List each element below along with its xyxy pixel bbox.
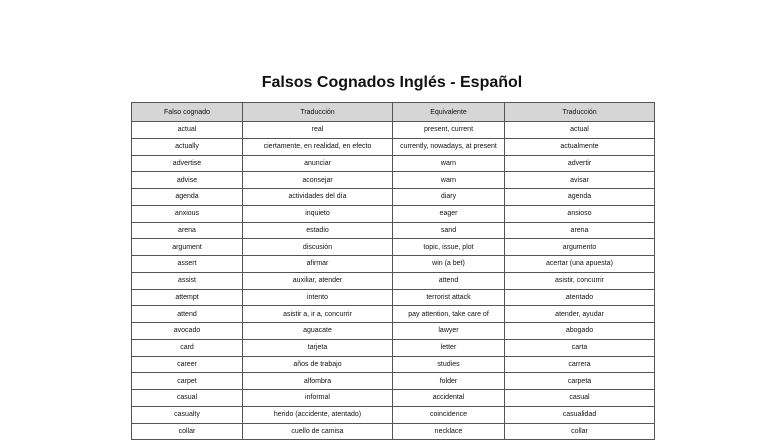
table-row — [132, 222, 655, 239]
cell-translation: intento — [243, 289, 393, 306]
cell-equivalent-translation: argumento — [505, 239, 655, 256]
cell-equivalent: topic, issue, plot — [393, 239, 505, 256]
cell-equivalent-translation: avisar — [505, 172, 655, 189]
cell-translation: alfombra — [243, 373, 393, 390]
cell-equivalent-translation: carrera — [505, 356, 655, 373]
cell-equivalent: letter — [393, 339, 505, 356]
table-header-row — [132, 103, 655, 122]
false-cognates-table — [131, 102, 655, 440]
cell-equivalent-translation: casualidad — [505, 406, 655, 423]
cell-false-cognate: advise — [132, 172, 243, 189]
cell-equivalent-translation: atender, ayudar — [505, 306, 655, 323]
cell-equivalent: folder — [393, 373, 505, 390]
cell-equivalent: coincidence — [393, 406, 505, 423]
table-row — [132, 122, 655, 139]
cell-false-cognate: carpet — [132, 373, 243, 390]
table-row — [132, 189, 655, 206]
cell-false-cognate: anxious — [132, 205, 243, 222]
column-header-equivalent-translation: Traducción — [505, 103, 655, 122]
table-row — [132, 289, 655, 306]
cell-equivalent: currently, nowadays, at present — [393, 138, 505, 155]
cell-false-cognate: avocado — [132, 323, 243, 340]
cell-false-cognate: actually — [132, 138, 243, 155]
cell-equivalent: pay attention, take care of — [393, 306, 505, 323]
column-header-false-cognate: Falso cognado — [132, 103, 243, 122]
table-row — [132, 390, 655, 407]
table-row — [132, 205, 655, 222]
document-title: Falsos Cognados Inglés - Español — [261, 74, 523, 91]
cell-translation: aconsejar — [243, 172, 393, 189]
cell-false-cognate: actual — [132, 122, 243, 139]
cell-false-cognate: argument — [132, 239, 243, 256]
cell-equivalent-translation: asistir, concurrir — [505, 272, 655, 289]
cell-equivalent: attend — [393, 272, 505, 289]
column-header-equivalent: Equivalente — [393, 103, 505, 122]
cell-equivalent-translation: arena — [505, 222, 655, 239]
cell-equivalent-translation: advertir — [505, 155, 655, 172]
cell-equivalent: diary — [393, 189, 505, 206]
table-body — [132, 122, 655, 440]
table-row — [132, 172, 655, 189]
cell-equivalent-translation: abogado — [505, 323, 655, 340]
cell-translation: aguacate — [243, 323, 393, 340]
cell-translation: años de trabajo — [243, 356, 393, 373]
cell-equivalent: studies — [393, 356, 505, 373]
cell-equivalent-translation: acertar (una apuesta) — [505, 256, 655, 273]
cell-false-cognate: attend — [132, 306, 243, 323]
cell-false-cognate: agenda — [132, 189, 243, 206]
cell-equivalent: win (a bet) — [393, 256, 505, 273]
cell-equivalent: warn — [393, 155, 505, 172]
cell-false-cognate: casualty — [132, 406, 243, 423]
cell-equivalent-translation: carta — [505, 339, 655, 356]
cell-equivalent: accidental — [393, 390, 505, 407]
cell-equivalent: sand — [393, 222, 505, 239]
cell-translation: herido (accidente, atentado) — [243, 406, 393, 423]
table-row — [132, 423, 655, 440]
cell-equivalent-translation: actualmente — [505, 138, 655, 155]
cell-translation: cuello de camisa — [243, 423, 393, 440]
table-row — [132, 239, 655, 256]
table-row — [132, 373, 655, 390]
cell-translation: asistir a, ir a, concurrir — [243, 306, 393, 323]
table-row — [132, 356, 655, 373]
cell-equivalent-translation: actual — [505, 122, 655, 139]
cell-equivalent: necklace — [393, 423, 505, 440]
cell-equivalent-translation: ansioso — [505, 205, 655, 222]
cell-false-cognate: collar — [132, 423, 243, 440]
cell-translation: tarjeta — [243, 339, 393, 356]
cell-false-cognate: assert — [132, 256, 243, 273]
cell-translation: actividades del día — [243, 189, 393, 206]
cell-equivalent-translation: carpeta — [505, 373, 655, 390]
cell-false-cognate: attempt — [132, 289, 243, 306]
cell-equivalent: terrorist attack — [393, 289, 505, 306]
cell-translation: real — [243, 122, 393, 139]
cell-equivalent: lawyer — [393, 323, 505, 340]
table-row — [132, 272, 655, 289]
cell-false-cognate: casual — [132, 390, 243, 407]
cell-equivalent: eager — [393, 205, 505, 222]
cell-translation: informal — [243, 390, 393, 407]
cell-translation: discusión — [243, 239, 393, 256]
table-row — [132, 339, 655, 356]
table-row — [132, 323, 655, 340]
cell-translation: afirmar — [243, 256, 393, 273]
table-row — [132, 306, 655, 323]
column-header-translation: Traducción — [243, 103, 393, 122]
table-row — [132, 155, 655, 172]
cell-false-cognate: advertise — [132, 155, 243, 172]
cell-equivalent-translation: casual — [505, 390, 655, 407]
cell-false-cognate: card — [132, 339, 243, 356]
cell-equivalent: present, current — [393, 122, 505, 139]
cell-translation: ciertamente, en realidad, en efecto — [243, 138, 393, 155]
table-row — [132, 406, 655, 423]
table-row — [132, 256, 655, 273]
cell-false-cognate: assist — [132, 272, 243, 289]
cell-equivalent-translation: agenda — [505, 189, 655, 206]
cell-equivalent-translation: atentado — [505, 289, 655, 306]
table-row — [132, 138, 655, 155]
cell-false-cognate: arena — [132, 222, 243, 239]
cell-translation: anunciar — [243, 155, 393, 172]
cell-equivalent-translation: collar — [505, 423, 655, 440]
cell-equivalent: warn — [393, 172, 505, 189]
cell-translation: auxiliar, atender — [243, 272, 393, 289]
cell-false-cognate: career — [132, 356, 243, 373]
cell-translation: inquieto — [243, 205, 393, 222]
cell-translation: estadio — [243, 222, 393, 239]
